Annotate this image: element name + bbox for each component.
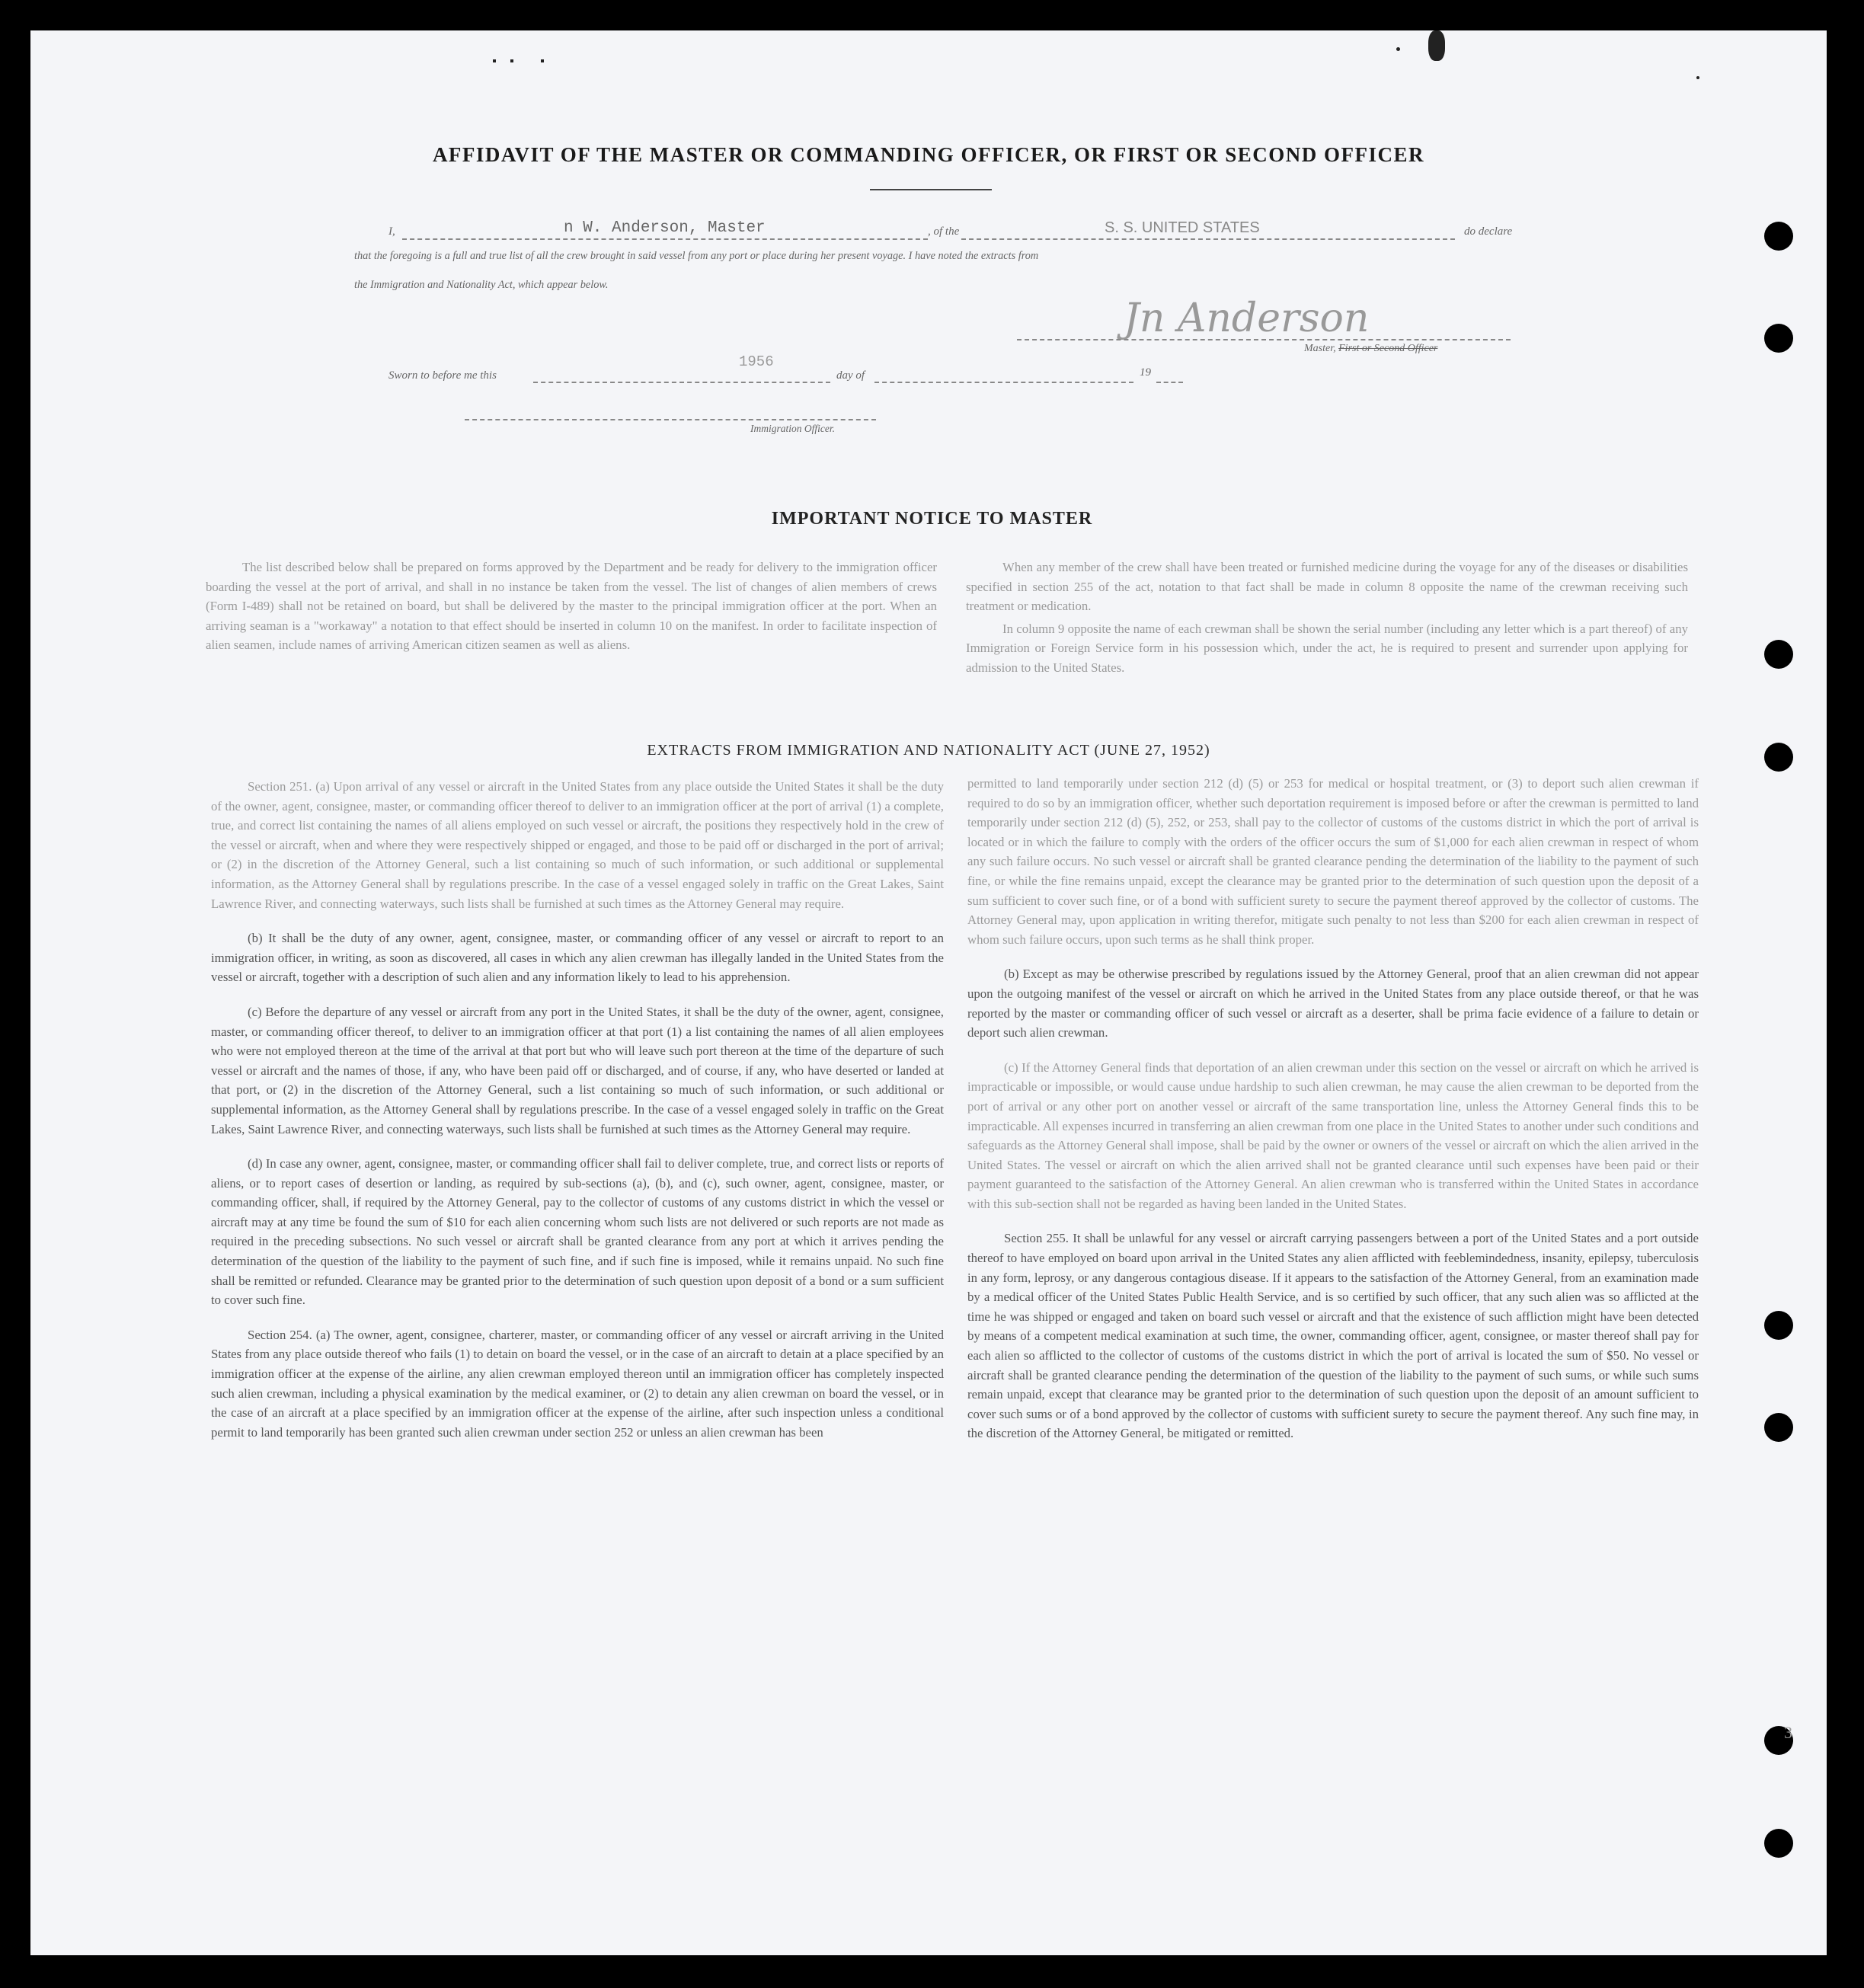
- signature-line: [1017, 339, 1511, 340]
- section-254-c: (c) If the Attorney General finds that deportation of an alien crewman under this section on the vessel or aircraft on which he arrived is impracticable or impossible, or would cause undue hardship to such alien crewman, he may cause the alien crewman to be deported from the port of arrival or any other port on another vessel or aircraft of the same transportation line, unless the Attorney General finds this to be impracticable. All expenses incurred in transferring an alien crewman from one place in the United States to another under such conditions and safeguards as the Attorney General shall impose, shall be paid by the owner or owners of the vessel or aircraft on which the alien arrived in the United States. The vessel or aircraft on which the alien arrived shall not be granted clearance until such expenses have been paid or their payment guaranteed to the satisfaction of the Attorney General. An alien crewman who is transferred within the United States in accordance with this sub-section shall not be regarded as having been landed in the United States.: [967, 1060, 1699, 1211]
- punch-hole: [1764, 222, 1793, 251]
- of-the-label: , of the: [928, 225, 960, 238]
- sworn-label: Sworn to before me this: [388, 369, 497, 382]
- punch-hole: [1764, 1413, 1793, 1442]
- immigration-officer-line: [465, 419, 876, 420]
- sworn-month-line: [874, 382, 1133, 383]
- scan-speck: [510, 59, 513, 62]
- declaration-line-1: that the foregoing is a full and true list of all the crew brought in said vessel from any port or place during her present voyage. I have noted the extracts from: [354, 250, 1039, 262]
- i-label: I,: [388, 225, 395, 238]
- section-254-a-continued: permitted to land temporarily under section 212 (d) (5) or 253 for medical or hospital treatment, or (3) to deport such alien crewman if required to do so by an immigration officer, whether such deportation requirement is imposed before or after the crewman is permitted to land temporarily under section 212 (d) (5), 252, or 253, shall pay to the collector of customs of the customs district in which the port of arrival is located or in which the failure to comply with the orders of the officer occurs the sum of $1,000 for each alien crewman in respect of whom any such failure occurs. No such vessel or aircraft shall be granted clearance pending the determination of the liability to the payment of such fine, or while the fine remains unpaid, except the clearance may be granted prior to the determination of such question upon the deposit of a sum sufficient to cover such fine, or of a bond with sufficient surety to secure the payment thereof approved by the collector of customs. The Attorney General may, upon application in writing therefor, mitigate such penalty to not less than $200 for each alien crewman in respect of whom such failure occurs, upon such terms as he shall think proper.: [967, 776, 1699, 947]
- signature-caption: [1304, 343, 1437, 355]
- year-label: 19: [1140, 366, 1151, 379]
- affidavit-title: AFFIDAVIT OF THE MASTER OR COMMANDING OFFICER, OR FIRST OR SECOND OFFICER: [432, 143, 1425, 166]
- scan-speck: [541, 59, 544, 62]
- scan-speck: [1696, 76, 1699, 79]
- title-rule: [870, 189, 992, 190]
- notice-right-column: [966, 558, 1688, 681]
- scan-speck: [1396, 47, 1400, 51]
- vessel-name: S. S. UNITED STATES: [1105, 219, 1260, 236]
- vessel-name-line: [961, 238, 1455, 240]
- punch-hole: [1764, 324, 1793, 353]
- extracts-right-column: [967, 774, 1699, 1459]
- extracts-title: EXTRACTS FROM IMMIGRATION AND NATIONALITY ACT (JUNE 27, 1952): [647, 742, 1210, 759]
- notice-left-paragraph: The list described below shall be prepared on forms approved by the Department and be ready for delivery to the immigration officer boarding the vessel at the port of arrival, and shall in no instance be taken from the vessel. The list of changes of alien members of crews (Form I-489) shall not be retained on board, but shall be delivered by the master to the principal immigration officer at the port. When an arriving seaman is a "workaway" a notation to that effect should be inserted in column 10 on the manifest. In order to facilitate inspection of alien seamen, include names of arriving American citizen seamen as well as aliens.: [206, 560, 937, 653]
- signature-caption-struck: First or Second Officer: [1338, 343, 1438, 354]
- master-signature: Jn Anderson: [1124, 296, 1370, 341]
- signature-caption-master: Master,: [1304, 343, 1339, 354]
- officer-name-line: [402, 238, 928, 240]
- section-251-b: (b) It shall be the duty of any owner, agent, consignee, master, or commanding officer of any vessel or aircraft to report to an immigration officer, in writing, as soon as discovered, all cases in which any alien crewman has illegally landed in the United States from the vessel or aircraft, together with a description of such alien and any information likely to lead to his apprehension.: [211, 931, 944, 985]
- punch-hole: [1764, 640, 1793, 669]
- document-page: [30, 30, 1827, 1955]
- section-251-c: (c) Before the departure of any vessel or aircraft from any port in the United States, it shall be the duty of the owner, agent, consignee, master, or commanding officer thereof, to deliver to an immigration officer at that port (1) a list containing the names of all alien employees who were not employed thereon at the time of the arrival at that port but who will leave such port thereon at the time of the departure of such vessel or aircraft and the names of those, if any, who have been paid off or discharged, and of course, if any, who have deserted or landed at that port, or (2) in the discretion of the Attorney General, such a list containing so much of such information, or such additional or supplemental information, as the Attorney General shall by regulations prescribe. In the case of a vessel engaged solely in traffic on the Great Lakes, Saint Lawrence River, and connecting waterways, such lists shall be furnished at such times as the Attorney General may require.: [211, 1004, 944, 1136]
- extracts-left-column: [211, 777, 944, 1457]
- notice-right-paragraph-1: When any member of the crew shall have been treated or furnished medicine during the voyage for any of the diseases or disabilities specified in section 255 of the act, notation to that fact shall be made in column 8 opposite the name of the crewman receiving such treatment or medication.: [966, 560, 1688, 614]
- notice-right-paragraph-2: In column 9 opposite the name of each crewman shall be shown the serial number (including any letter which is a part thereof) of any Immigration or Foreign Service form in his possession which, under the act, he is required to present and surrender upon applying for admission to the United States.: [966, 621, 1688, 675]
- notice-left-column: [206, 558, 937, 658]
- section-251-d: (d) In case any owner, agent, consignee, master, or commanding officer shall fail to deliver complete, true, and correct lists or reports of aliens, or to report cases of desertion or landing, as required by sub-sections (a), (b), and (c), such owner, agent, consignee, master, or commanding officer, shall, if required by the Attorney General, pay to the collector of customs of any customs district in which the vessel or aircraft may at any time be found the sum of $10 for each alien concerning whom such lists are not delivered or such reports are not made as required in the preceding subsections. No such vessel or aircraft shall be granted clearance from any port at which it arrives pending the determination of the question of the liability to the payment of such fine, and if such fine is imposed, while it remains unpaid. No such fine shall be remitted or refunded. Clearance may be granted prior to the determination of such question upon deposit of a bond or a sum sufficient to cover such fine.: [211, 1156, 944, 1308]
- sworn-stamp: 1956: [739, 353, 774, 370]
- do-declare-label: do declare: [1464, 225, 1513, 238]
- section-254-a: Section 254. (a) The owner, agent, consignee, charterer, master, or commanding officer of any vessel or aircraft arriving in the United States from any place outside thereof who fails (1) to detain on board the vessel, or in the case of an aircraft to detain at a place specified by an immigration officer at the expense of the airline, any alien crewman employed thereon until an immigration officer has completely inspected such alien crewman, including a physical examination by the medical examiner, or (2) to detain any alien crewman on board the vessel, or in the case of an aircraft at a place specified by an immigration officer at the expense of the airline, after such inspection unless a conditional permit to land temporarily has been granted such alien crewman under section 252 or unless an alien crewman has been: [211, 1327, 944, 1440]
- section-255: Section 255. It shall be unlawful for any vessel or aircraft carrying passengers between a port of the United States and a port outside thereof to have employed on board upon arrival in the United States any alien afflicted with feeblemindedness, insanity, epilepsy, tuberculosis in any form, leprosy, or any dangerous contagious disease. If it appears to the satisfaction of the Attorney General, from an examination made by a medical officer of the United States Public Health Service, and is so certified by such officer, that any such alien was so afflicted at the time he was shipped or engaged and taken on board such vessel or aircraft and that the existence of such affliction might have been detected by means of a competent medical examination at such time, the owner, commanding officer, agent, consignee, or master thereof shall pay for each alien so afflicted to the collector of customs of the customs district in which the port of arrival is located the sum of $50. No vessel or aircraft shall be granted clearance pending the determination of the question of the liability to the payment of such sums, or while such sums remain unpaid, except that clearance may be granted prior to the determination of such question upon the deposit of an amount sufficient to cover such sums or of a bond approved by the collector of customs with sufficient surety to secure the payment thereof. Any such fine may, in the discretion of the Attorney General, be mitigated or remitted.: [967, 1231, 1699, 1441]
- officer-name: n W. Anderson, Master: [564, 219, 766, 237]
- section-254-b: (b) Except as may be otherwise prescribed by regulations issued by the Attorney General, proof that an alien crewman did not appear upon the outgoing manifest of the vessel or aircraft on which he arrived in the United States from any place outside thereof, or that he was reported by the master or commanding officer of such vessel or aircraft as a deserter, shall be prima facie evidence of a failure to detain or deport such alien crewman.: [967, 967, 1699, 1040]
- punch-hole: [1764, 1829, 1793, 1858]
- sworn-day-line: [533, 382, 830, 383]
- immigration-officer-caption: Immigration Officer.: [750, 423, 835, 434]
- notice-title: IMPORTANT NOTICE TO MASTER: [771, 509, 1093, 529]
- declaration-line-2: the Immigration and Nationality Act, which appear below.: [354, 279, 609, 291]
- sworn-year-line: [1156, 382, 1183, 383]
- scan-speck: [1428, 30, 1445, 61]
- punch-hole: [1764, 1311, 1793, 1340]
- section-251-a: Section 251. (a) Upon arrival of any vessel or aircraft in the United States from any place outside the United States it shall be the duty of the owner, agent, consignee, master, or commanding officer thereof to deliver to an immigration officer at the port of arrival (1) a complete, true, and correct list containing the names of all aliens employed on such vessel or aircraft, the positions they respectively hold in the crew of the vessel or aircraft, when and where they were respectively shipped or engaged, and those to be paid off or discharged in the port of arrival; or (2) in the discretion of the Attorney General, such a list containing so much of such information, or such additional or supplemental information, as the Attorney General shall by regulations prescribe. In the case of a vessel engaged solely in traffic on the Great Lakes, Saint Lawrence River, and connecting waterways, such lists shall be furnished at such times as the Attorney General may require.: [211, 779, 944, 911]
- day-of-label: day of: [836, 369, 865, 382]
- scan-speck: [493, 59, 496, 62]
- page-mark: 3: [1784, 1723, 1792, 1742]
